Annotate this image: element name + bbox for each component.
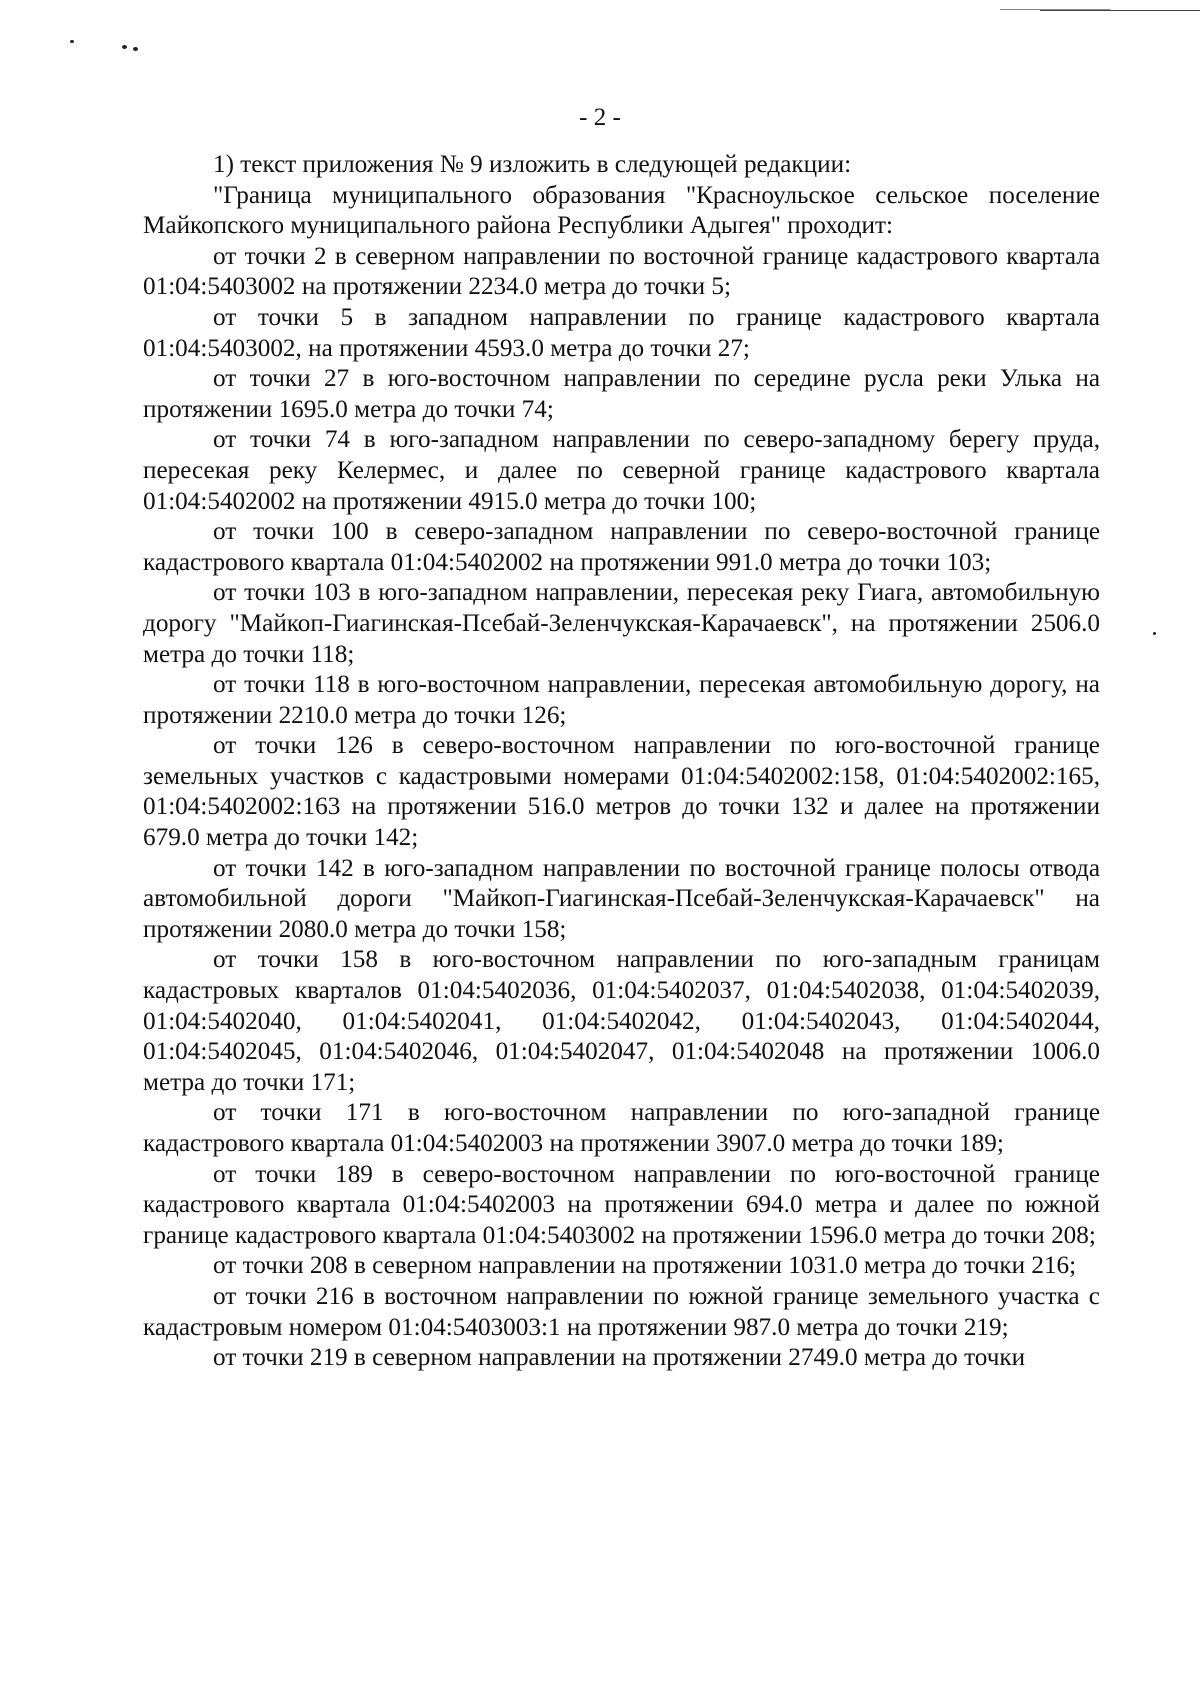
paragraph: 1) текст приложения № 9 изложить в следующей редакции: xyxy=(213,151,852,178)
paragraph: "Граница муниципального образования "Красноульское сельское поселение Майкопского муниципального района Республики Адыгея" проходит: xyxy=(143,181,1100,240)
scan-artifact-speck xyxy=(1153,632,1156,635)
document-body xyxy=(143,150,1100,1374)
paragraph: от точки 118 в юго-восточном направлении, пересекая автомобильную дорогу, на протяжении 2210.0 метра до точки 126; xyxy=(143,671,1100,729)
paragraph: от точки 100 в северо-западном направлении по северо-восточной границе кадастрового квартала 01:04:5402002 на протяжении 991.0 метра до точки 103; xyxy=(143,518,1100,576)
paragraph: от точки 208 в северном направлении на протяжении 1031.0 метра до точки 216; xyxy=(213,1252,1077,1280)
scan-artifact-speck xyxy=(133,47,138,51)
paragraph: от точки 2 в северном направлении по восточной границе кадастрового квартала 01:04:5403002 на протяжении 2234.0 метра до точки 5; xyxy=(143,242,1100,301)
paragraph: от точки 5 в западном направлении по границе кадастрового квартала 01:04:5403002, на протяжении 4593.0 метра до точки 27; xyxy=(143,303,1100,362)
scan-artifact-line xyxy=(1040,10,1200,11)
paragraph: от точки 27 в юго-восточном направлении по середине русла реки Улька на протяжении 1695.0 метра до точки 74; xyxy=(143,365,1100,423)
paragraph: от точки 219 в северном направлении на протяжении 2749.0 метра до точки xyxy=(213,1344,1026,1372)
page-number: - 2 - xyxy=(579,104,621,131)
paragraph: от точки 216 в восточном направлении по южной границе земельного участка с кадастровым номером 01:04:5403003:1 на протяжении 987.0 метра до точки 219; xyxy=(143,1282,1100,1341)
paragraph: от точки 189 в северо-восточном направлении по юго-восточной границе кадастрового квартала 01:04:5402003 на протяжении 694.0 метра и далее по южной границе кадастрового квартала 01:04:5403002 на протяжении 1596.0 метра до точки 208; xyxy=(143,1160,1100,1249)
paragraph: от точки 171 в юго-восточном направлении по юго-западной границе кадастрового квартала 01:04:5402003 на протяжении 3907.0 метра до точки 189; xyxy=(143,1099,1100,1157)
scan-artifact-speck xyxy=(122,45,127,49)
paragraph: от точки 158 в юго-восточном направлении по юго-западным границам кадастровых кварталов 01:04:5402036, 01:04:5402037, 01:04:5402038, 01:04:5402039, 01:04:5402040, 01:04:5402041, 01:04:5402042, 01:04:5402043, 01:04:5402044, 01:04:5402045, 01:04:5402046, 01:04:5402047, 01:04:5402048 на протяжении 1006.0 метра до точки 171; xyxy=(143,946,1100,1096)
paragraph: от точки 103 в юго-западном направлении, пересекая реку Гиага, автомобильную дорогу "Майкоп-Гиагинская-Псебай-Зеленчукская-Карачаевск", на протяжении 2506.0 метра до точки 118; xyxy=(143,579,1100,668)
scan-artifact-speck xyxy=(70,40,74,43)
paragraph: от точки 74 в юго-западном направлении по северо-западному берегу пруда, пересекая реку Келермес, и далее по северной границе кадастрового квартала 01:04:5402002 на протяжении 4915.0 метра до точки 100; xyxy=(143,426,1100,515)
paragraph: от точки 126 в северо-восточном направлении по юго-восточной границе земельных участков с кадастровыми номерами 01:04:5402002:158, 01:04:5402002:165, 01:04:5402002:163 на протяжении 516.0 метров до точки 132 и далее на протяжении 679.0 метра до точки 142; xyxy=(143,732,1100,852)
paragraph: от точки 142 в юго-западном направлении по восточной границе полосы отвода автомобильной дороги "Майкоп-Гиагинская-Псебай-Зеленчукская-Карачаевск" на протяжении 2080.0 метра до точки 158; xyxy=(143,854,1100,943)
